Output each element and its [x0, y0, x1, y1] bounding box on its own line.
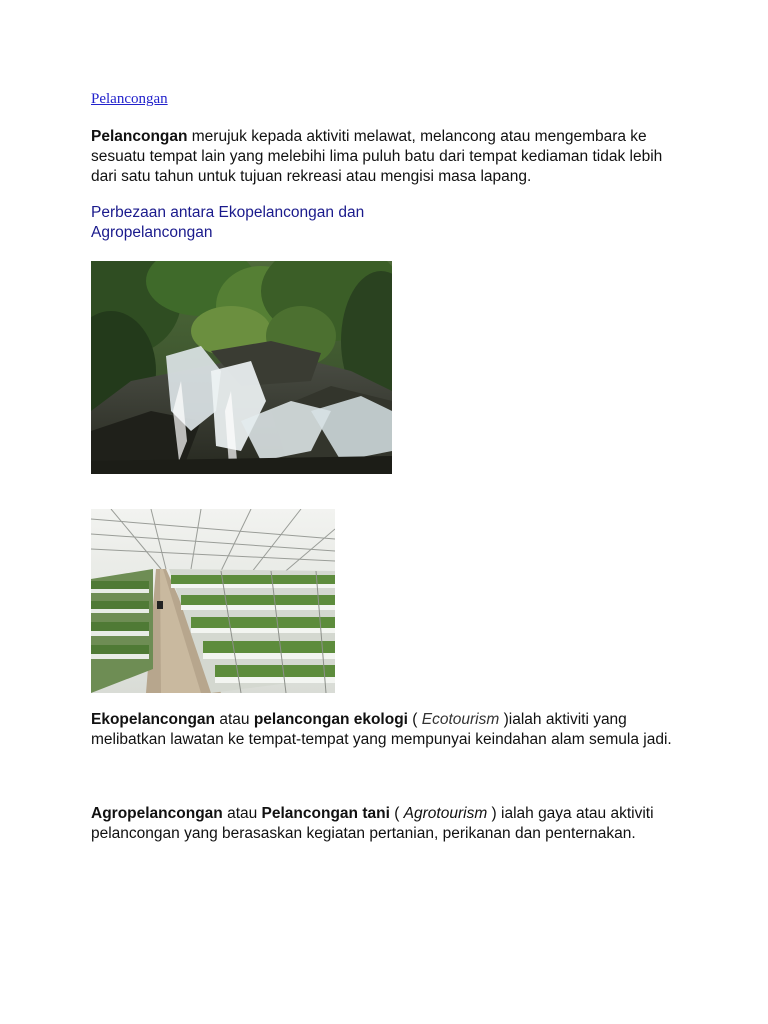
heading-line-2: Agropelancongan	[91, 224, 213, 241]
agrotourism-paragraph	[91, 804, 691, 844]
eco-term-2: pelancongan ekologi	[253, 711, 408, 728]
waterfall-image	[91, 261, 392, 474]
intro-term: Pelancongan	[91, 128, 188, 145]
section-heading	[91, 203, 451, 243]
agro-text: ) ialah gaya atau aktiviti pelancongan yang berasaskan kegiatan pertanian, perikanan dan penternakan.	[91, 805, 654, 842]
eco-connector: atau	[215, 711, 254, 728]
eco-open: (	[407, 711, 422, 728]
ecotourism-paragraph	[91, 710, 691, 750]
pelancongan-link[interactable]: Pelancongan	[91, 91, 168, 107]
eco-text: )ialah aktiviti yang melibatkan lawatan ke tempat-tempat yang mempunyai keindahan alam semula jadi.	[91, 711, 672, 748]
agro-term: Agropelancongan	[91, 805, 223, 822]
eco-english: Ecotourism	[421, 711, 500, 728]
eco-term: Ekopelancongan	[91, 711, 216, 728]
agro-open: (	[389, 805, 404, 822]
intro-paragraph	[91, 127, 691, 187]
intro-text: merujuk kepada aktiviti melawat, melancong atau mengembara ke sesuatu tempat lain yang melebihi lima puluh batu dari tempat kediaman tidak lebih dari satu tahun untuk tujuan rekreasi atau mengisi masa lapang.	[91, 128, 663, 185]
agro-connector: atau	[222, 805, 262, 822]
greenhouse-image	[91, 509, 335, 693]
heading-line-1: Perbezaan antara Ekopelancongan dan	[91, 204, 365, 221]
agro-english: Agrotourism	[403, 805, 488, 822]
agro-term-2: Pelancongan tani	[261, 805, 390, 822]
